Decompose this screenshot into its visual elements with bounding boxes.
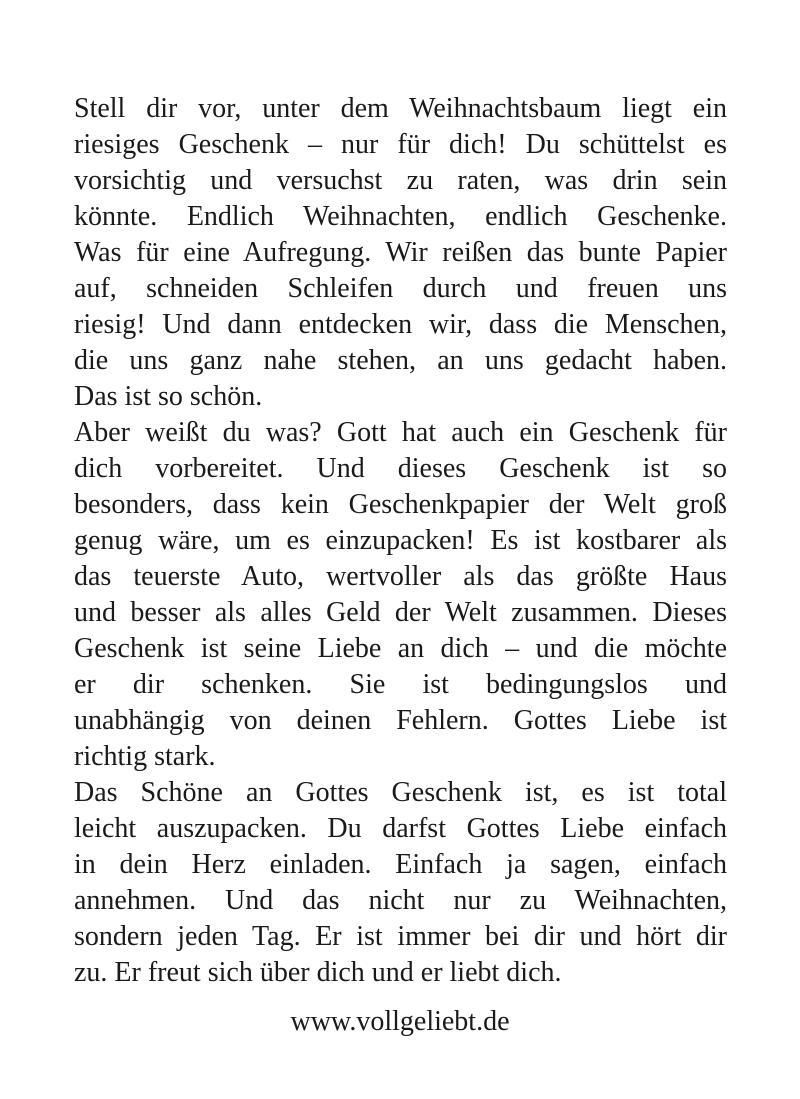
text-line: könnte. Endlich Weihnachten, endlich Geschenke. — [74, 201, 727, 232]
text-line: auf, schneiden Schleifen durch und freuen uns — [74, 273, 727, 304]
text-line: dich vorbereitet. Und dieses Geschenk ist so — [74, 453, 727, 484]
text-line: Das Schöne an Gottes Geschenk ist, es ist total — [74, 777, 727, 808]
text-line: annehmen. Und das nicht nur zu Weihnachten, — [74, 885, 727, 916]
text-line: Stell dir vor, unter dem Weihnachtsbaum liegt ein — [74, 93, 727, 124]
text-line: zu. Er freut sich über dich und er liebt dich. — [74, 957, 562, 988]
text-line: sondern jeden Tag. Er ist immer bei dir und hört dir — [74, 921, 727, 952]
text-line: Geschenk ist seine Liebe an dich – und die möchte — [74, 633, 727, 664]
paragraph-2 — [74, 415, 727, 775]
text-line: vorsichtig und versuchst zu raten, was drin sein — [74, 165, 727, 196]
text-line: genug wäre, um es einzupacken! Es ist kostbarer als — [74, 525, 727, 556]
paragraph-3 — [74, 775, 727, 991]
text-line: Das ist so schön. — [74, 381, 263, 412]
text-line: und besser als alles Geld der Welt zusammen. Dieses — [74, 597, 727, 628]
text-line: leicht auszupacken. Du darfst Gottes Liebe einfach — [74, 813, 727, 844]
footer-url: www.vollgeliebt.de — [290, 1006, 510, 1037]
text-line: das teuerste Auto, wertvoller als das größte Haus — [74, 561, 727, 592]
document-body — [74, 91, 727, 991]
text-line: unabhängig von deinen Fehlern. Gottes Liebe ist — [74, 705, 727, 736]
text-line: er dir schenken. Sie ist bedingungslos und — [74, 669, 727, 700]
text-line: Aber weißt du was? Gott hat auch ein Geschenk für — [74, 417, 727, 448]
paragraph-1 — [74, 91, 727, 415]
text-line: die uns ganz nahe stehen, an uns gedacht haben. — [74, 345, 727, 376]
text-line: riesiges Geschenk – nur für dich! Du schüttelst es — [74, 129, 727, 160]
text-line: besonders, dass kein Geschenkpapier der Welt groß — [74, 489, 727, 520]
text-line: Was für eine Aufregung. Wir reißen das bunte Papier — [74, 237, 727, 268]
text-line: riesig! Und dann entdecken wir, dass die Menschen, — [74, 309, 727, 340]
text-line: richtig stark. — [74, 741, 216, 772]
text-line: in dein Herz einladen. Einfach ja sagen, einfach — [74, 849, 727, 880]
